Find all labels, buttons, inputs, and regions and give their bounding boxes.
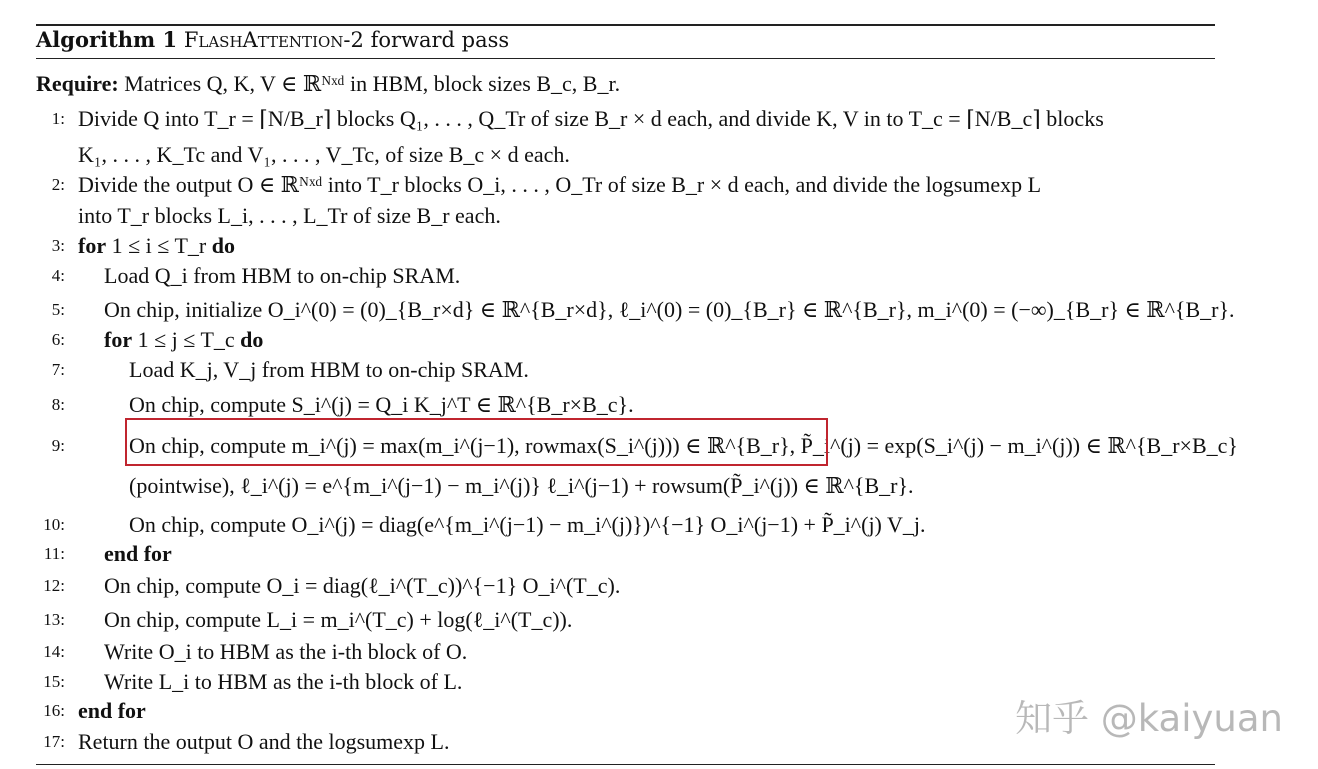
algorithm-line: [129, 356, 529, 384]
line-number: 12:: [43, 576, 65, 595]
keyword: for: [78, 233, 107, 258]
highlight-box: [125, 418, 828, 466]
bottom-rule: [36, 764, 1215, 765]
line-text: Write O_i to HBM as the i-th block of O.: [104, 639, 468, 664]
line-number: 8:: [51, 395, 65, 414]
algorithm-title-rest: forward pass: [370, 28, 510, 52]
line-number: 5:: [51, 300, 65, 319]
line-number: 2:: [51, 175, 65, 194]
keyword: end for: [104, 541, 172, 566]
line-text: On chip, compute O_i = diag(ℓ_i^(T_c))^{−1} O_i^(T_c).: [104, 573, 621, 598]
line-text: On chip, initialize O_i^(0) = (0)_{B_r×d} ∈ ℝ^{B_r×d}, ℓ_i^(0) = (0)_{B_r} ∈ ℝ^{B_r}, m_i^(0) = (−∞)_{B_r} ∈ ℝ^{B_r}.: [104, 297, 1235, 322]
algorithm-line: [104, 326, 263, 354]
top-rule: [36, 24, 1215, 26]
title-rule: [36, 58, 1215, 59]
line-number: 11:: [43, 544, 65, 563]
algorithm-line: [78, 232, 235, 260]
line-text: Load Q_i from HBM to on-chip SRAM.: [104, 263, 461, 288]
algorithm-line: [129, 511, 925, 539]
line-number: 15:: [43, 672, 65, 691]
line-number: 3:: [51, 236, 65, 255]
line-number: 10:: [43, 515, 65, 534]
line-number: 13:: [43, 610, 65, 629]
require-text: Matrices Q, K, V ∈ ℝᴺˣᵈ in HBM, block sizes B_c, B_r.: [124, 71, 621, 96]
algorithm-line: [78, 141, 570, 169]
keyword: do: [240, 327, 264, 352]
line-number: 14:: [43, 642, 65, 661]
watermark: 知乎 @kaiyuan: [1015, 697, 1283, 740]
require-line: [36, 70, 620, 98]
algorithm-line: [104, 638, 467, 666]
algorithm-line: [104, 572, 620, 600]
line-number: 7:: [51, 360, 65, 379]
line-number: 6:: [51, 330, 65, 349]
algorithm-label: Algorithm 1: [36, 27, 178, 52]
keyword: end for: [78, 698, 146, 723]
algorithm-title: [36, 27, 509, 52]
algorithm-line: [104, 262, 460, 290]
line-number: 4:: [51, 266, 65, 285]
algorithm-line: [78, 728, 450, 756]
line-text: Write L_i to HBM as the i-th block of L.: [104, 669, 463, 694]
line-number: 9:: [51, 436, 65, 455]
algorithm-line: [104, 296, 1235, 324]
keyword: for: [104, 327, 133, 352]
line-text: K₁, . . . , K_Tc and V₁, . . . , V_Tc, of size B_c × d each.: [78, 142, 570, 167]
line-text: On chip, compute O_i^(j) = diag(e^{m_i^(j−1) − m_i^(j)})^{−1} O_i^(j−1) + P̃_i^(j) V_j.: [129, 512, 926, 537]
algorithm-name: FlashAttention-2: [183, 28, 364, 52]
algorithm-line: [104, 540, 172, 568]
algorithm-line: [78, 202, 501, 230]
line-text: On chip, compute m_i^(j) = max(m_i^(j−1), rowmax(S_i^(j))) ∈ ℝ^{B_r}, P̃_i^(j) = exp(S_i^(j) − m_i^(j)) ∈ ℝ^{B_r×B_c}: [129, 433, 1238, 458]
line-text: 1 ≤ i ≤ T_r: [111, 233, 207, 258]
line-number: 16:: [43, 701, 65, 720]
algorithm-line: [78, 697, 146, 725]
line-text: into T_r blocks L_i, . . . , L_Tr of size B_r each.: [78, 203, 501, 228]
algorithm-line: [129, 391, 634, 419]
line-text: On chip, compute S_i^(j) = Q_i K_j^T ∈ ℝ^{B_r×B_c}.: [129, 392, 634, 417]
line-text: On chip, compute L_i = m_i^(T_c) + log(ℓ_i^(T_c)).: [104, 607, 573, 632]
line-text: Divide Q into T_r = ⌈N/B_r⌉ blocks Q₁, . . . , Q_Tr of size B_r × d each, and divide K, V in to T_c = ⌈N/B_c⌉ blocks: [78, 106, 1104, 131]
line-text: Divide the output O ∈ ℝᴺˣᵈ into T_r blocks O_i, . . . , O_Tr of size B_r × d each, and divide the logsumexp L: [78, 172, 1042, 197]
keyword: do: [211, 233, 235, 258]
algorithm-line: [78, 171, 1041, 199]
algorithm-line: [104, 606, 572, 634]
algorithm-line: [78, 105, 1104, 133]
line-text: Load K_j, V_j from HBM to on-chip SRAM.: [129, 357, 529, 382]
line-text: (pointwise), ℓ_i^(j) = e^{m_i^(j−1) − m_i^(j)} ℓ_i^(j−1) + rowsum(P̃_i^(j)) ∈ ℝ^{B_r}.: [129, 473, 914, 498]
algorithm-line: [104, 668, 462, 696]
line-text: Return the output O and the logsumexp L.: [78, 729, 450, 754]
line-text: 1 ≤ j ≤ T_c: [137, 327, 235, 352]
algorithm-line: [129, 472, 914, 500]
line-number: 1:: [51, 109, 65, 128]
line-number: 17:: [43, 732, 65, 751]
require-keyword: Require:: [36, 71, 119, 96]
